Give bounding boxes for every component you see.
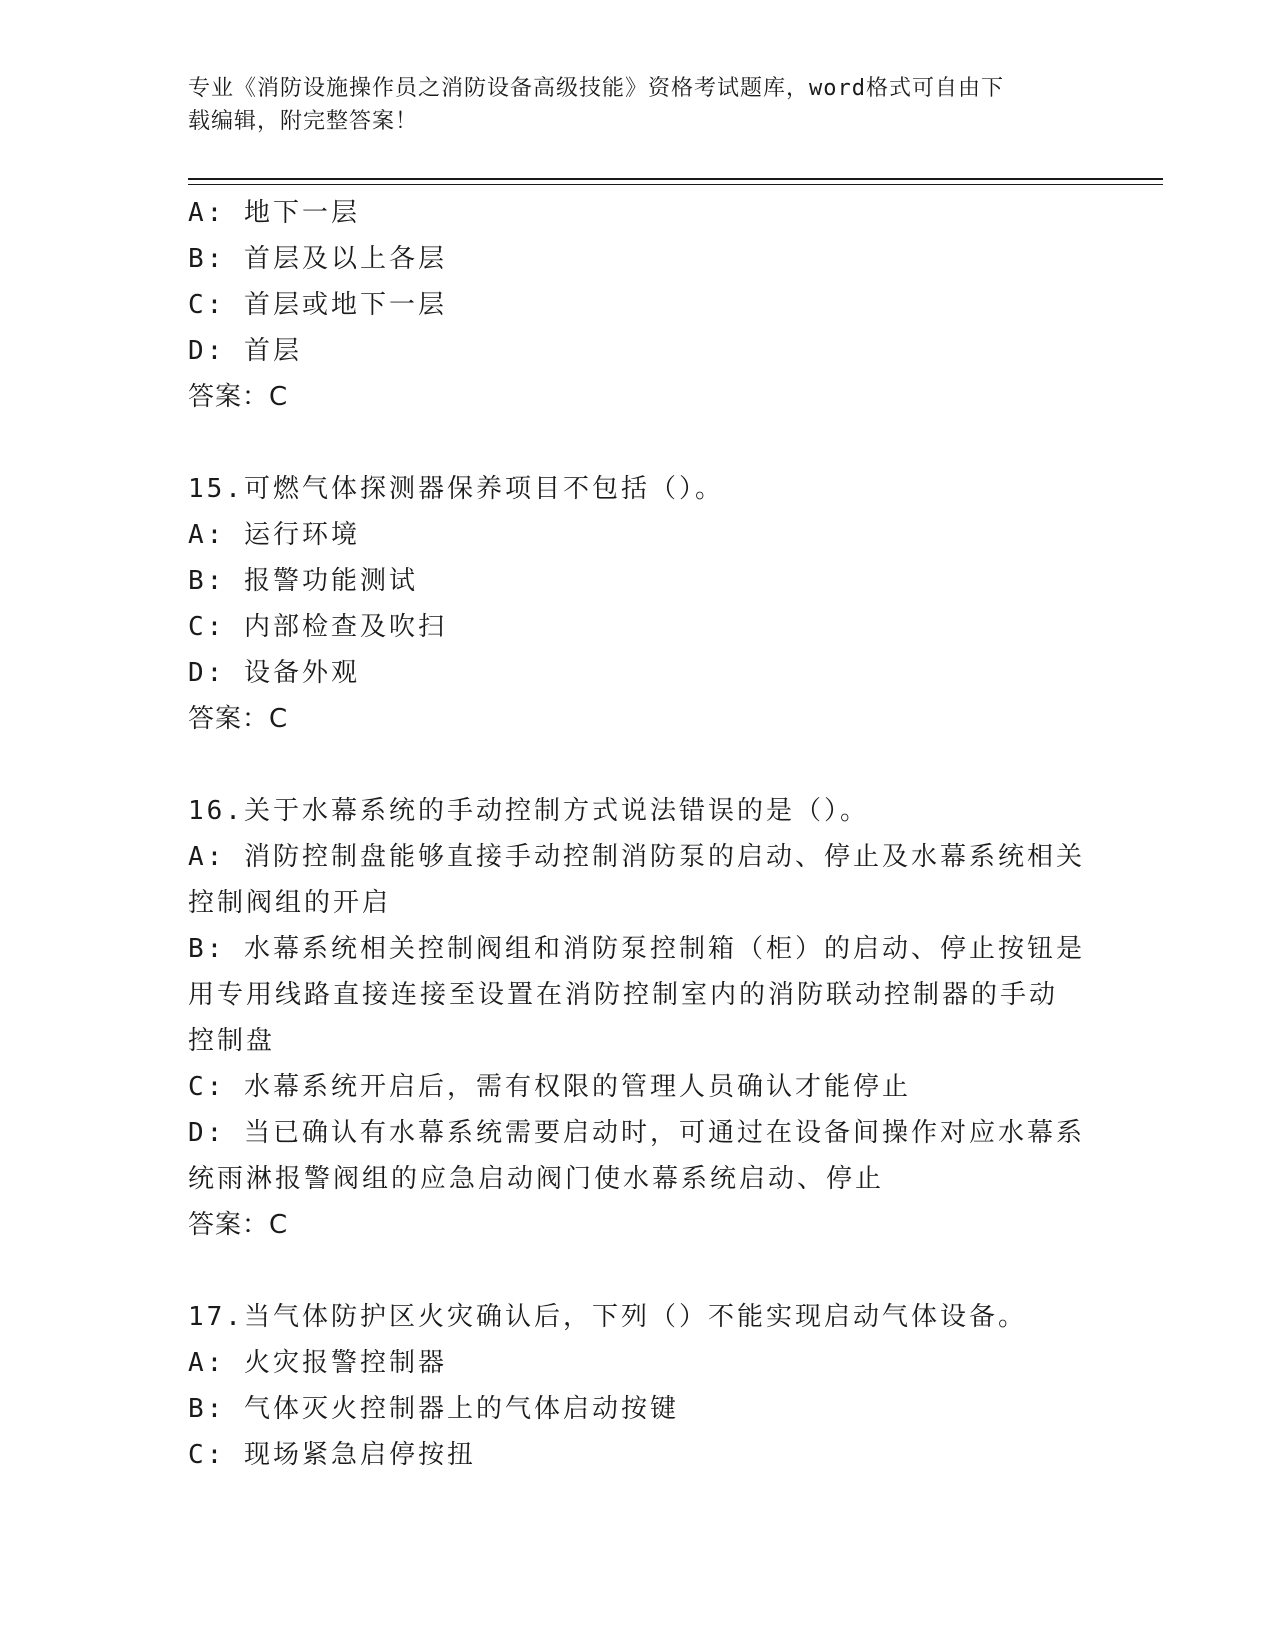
question-stem: 16.关于水幕系统的手动控制方式说法错误的是（）。 [188,796,869,826]
spacer [188,1248,1078,1294]
option-b: B: 水幕系统相关控制阀组和消防泵控制箱（柜）的启动、停止按钮是 [188,934,1085,964]
header-line-2: 载编辑，附完整答案！ [188,109,419,134]
answer: 答案：C [188,382,289,412]
answer: 答案：C [188,1210,289,1240]
question-15-block [188,466,1078,742]
option-d-continued: 统雨淋报警阀组的应急启动阀门使水幕系统启动、停止 [188,1164,885,1194]
option-b: B: 气体灭火控制器上的气体启动按键 [188,1394,679,1424]
question-content [188,190,1085,1478]
spacer [188,420,1078,466]
option-b: B: 报警功能测试 [188,566,418,596]
option-b-continued: 控制盘 [188,1026,276,1056]
question-stem: 17.当气体防护区火灾确认后，下列（）不能实现启动气体设备。 [188,1302,1027,1332]
question-stem: 15.可燃气体探测器保养项目不包括（）。 [188,474,724,504]
option-b-continued: 用专用线路直接连接至设置在消防控制室内的消防联动控制器的手动 [188,980,1059,1010]
question-17-block [188,1294,1078,1478]
option-a-continued: 控制阀组的开启 [188,888,392,918]
option-d: D: 当已确认有水幕系统需要启动时，可通过在设备间操作对应水幕系 [188,1118,1085,1148]
header-line-1: 专业《消防设施操作员之消防设备高级技能》资格考试题库，word格式可自由下 [188,76,1004,101]
header-divider-thick [188,178,1163,180]
prev-question-block [188,190,1078,420]
spacer [188,742,1078,788]
option-a: A: 运行环境 [188,520,360,550]
header-divider-thin [188,184,1163,185]
option-c: C: 内部检查及吹扫 [188,612,447,642]
document-header [188,72,1078,138]
answer: 答案：C [188,704,289,734]
option-b: B: 首层及以上各层 [188,244,447,274]
option-d: D: 首层 [188,336,302,366]
option-a: A: 地下一层 [188,198,360,228]
option-d: D: 设备外观 [188,658,360,688]
option-a: A: 消防控制盘能够直接手动控制消防泵的启动、停止及水幕系统相关 [188,842,1085,872]
option-c: C: 首层或地下一层 [188,290,447,320]
option-c: C: 现场紧急启停按扭 [188,1440,476,1470]
question-16-block [188,788,1085,1248]
option-c: C: 水幕系统开启后，需有权限的管理人员确认才能停止 [188,1072,911,1102]
option-a: A: 火灾报警控制器 [188,1348,447,1378]
